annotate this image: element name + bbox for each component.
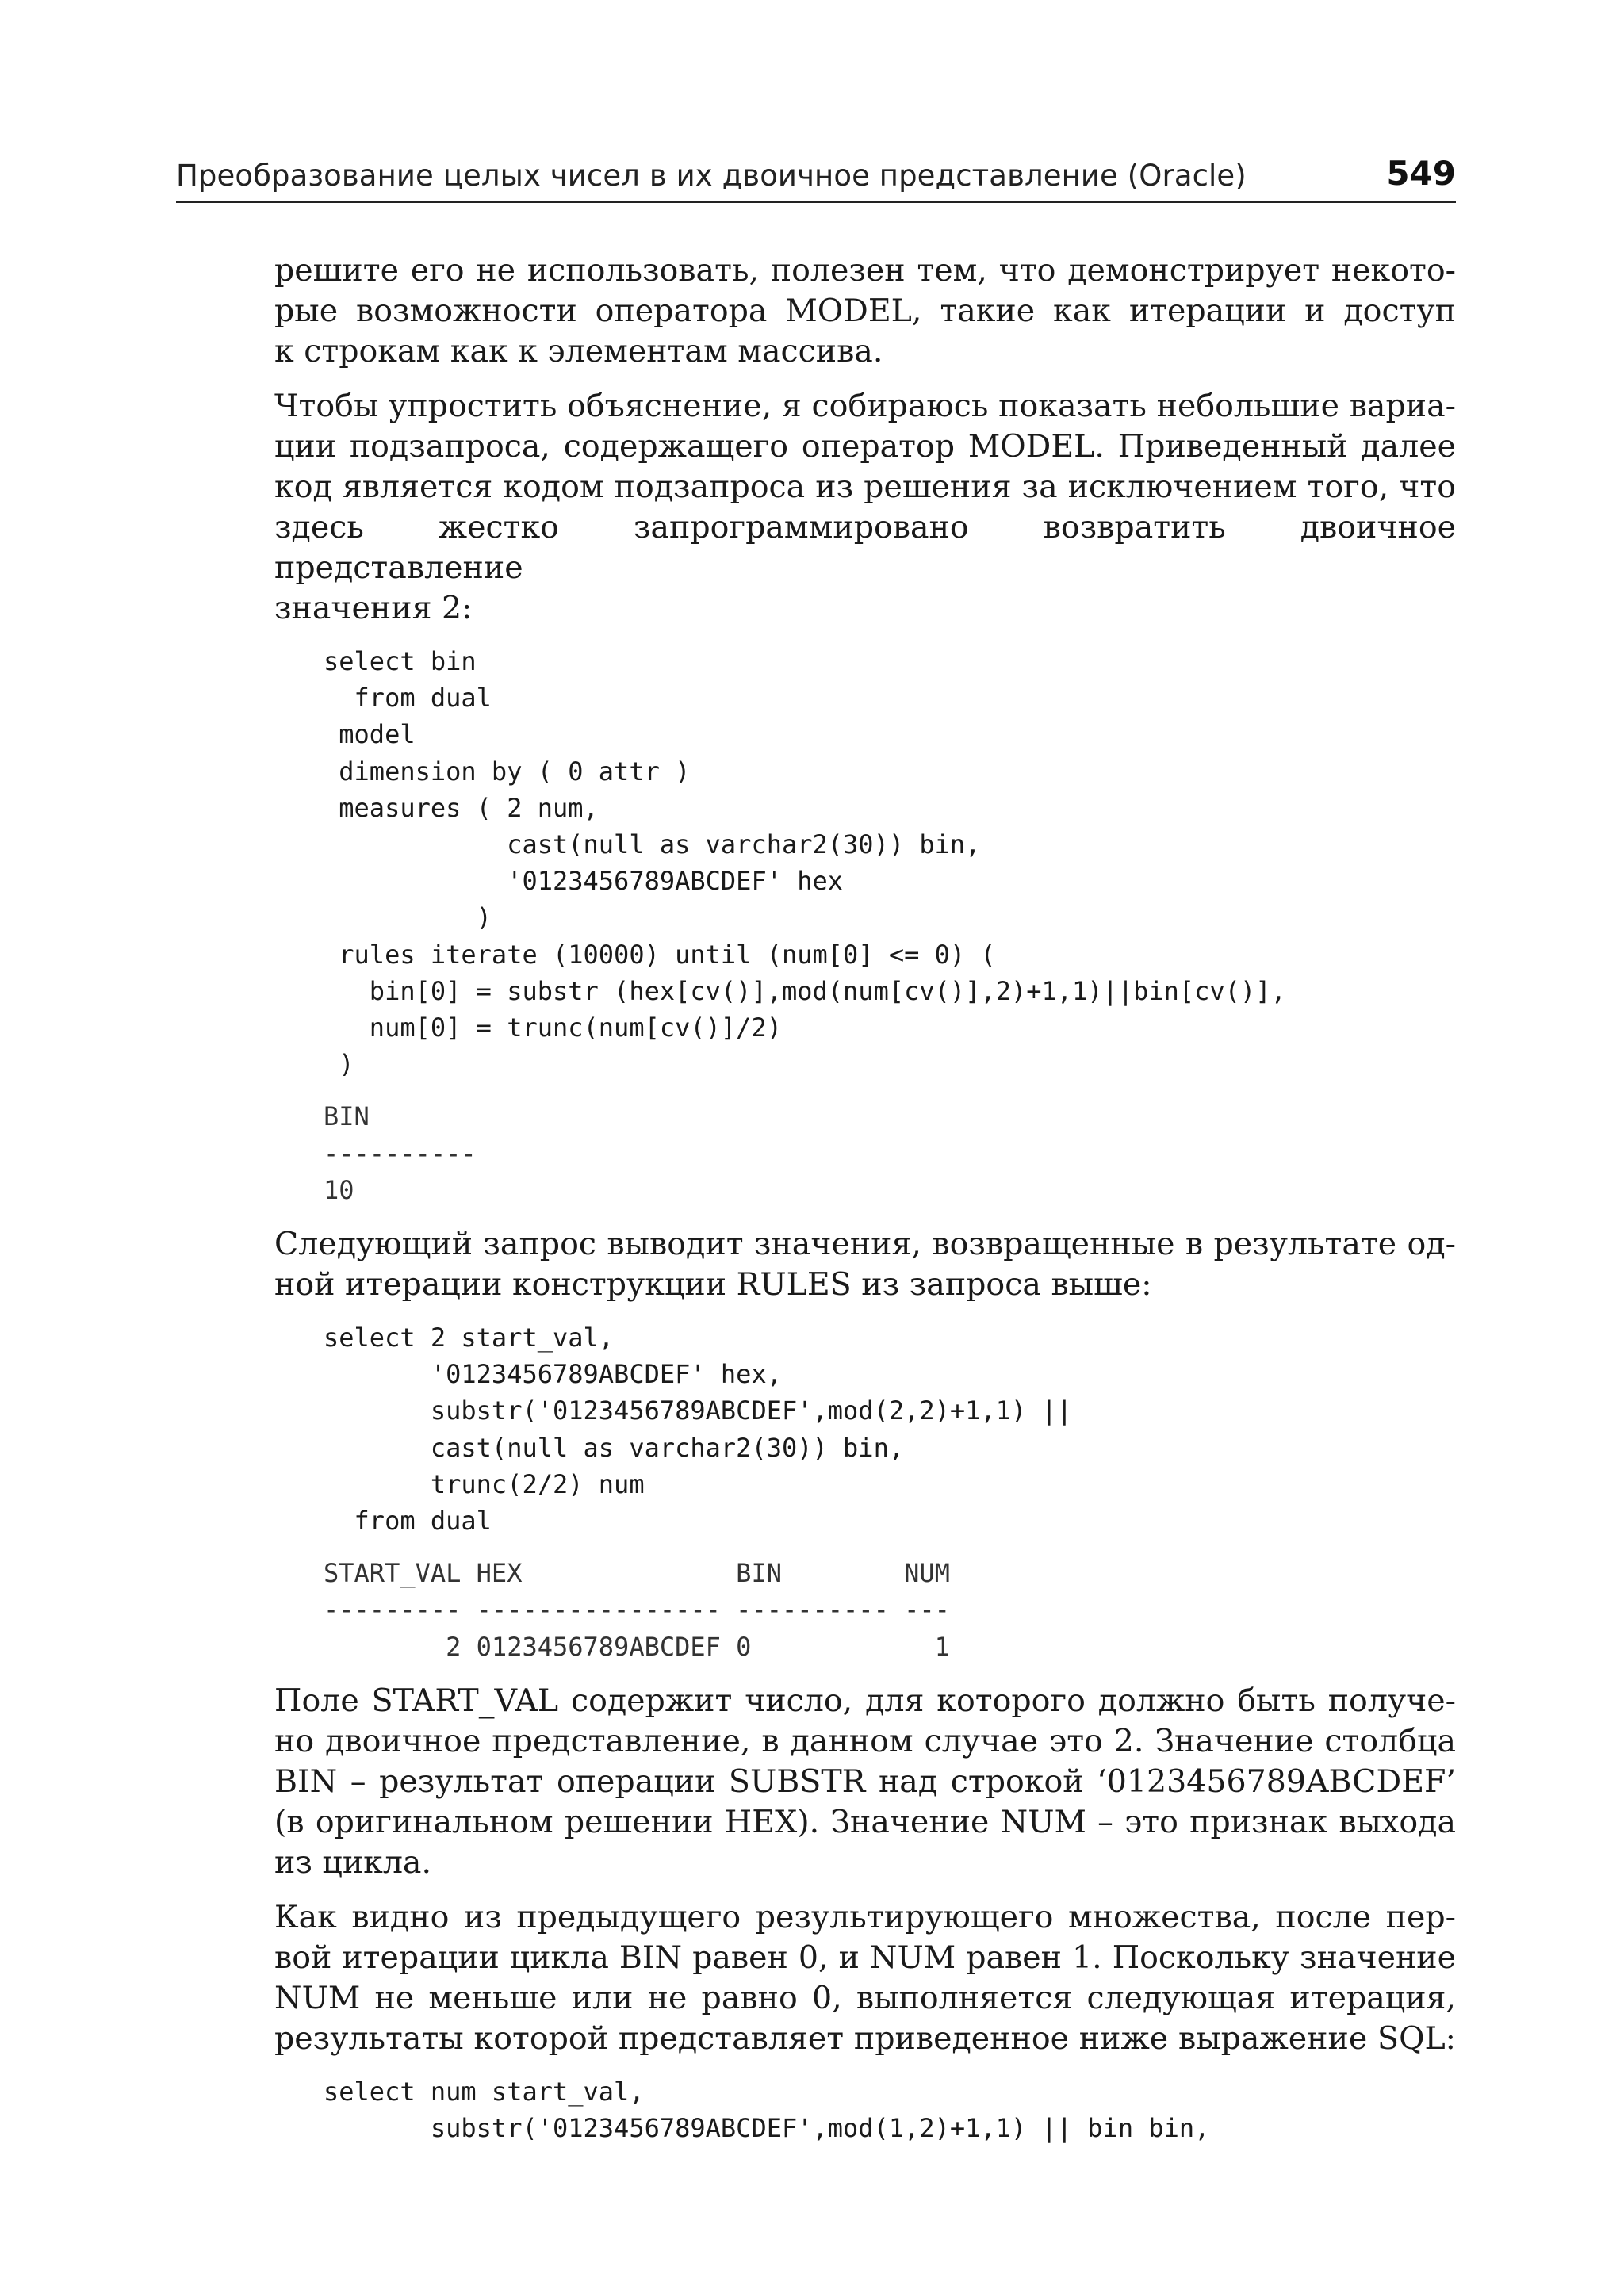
text-line: Поле START_VAL содержит число, для которого должно быть получе- xyxy=(274,1682,1456,1719)
paragraph-2 xyxy=(274,386,1456,629)
text-line: BIN – результат операции SUBSTR над строкой ‘0123456789ABCDEF’ xyxy=(274,1763,1456,1800)
query-output-iteration xyxy=(324,1555,1456,1665)
paragraph-5 xyxy=(274,1897,1456,2059)
code-line: substr('0123456789ABCDEF',mod(1,2)+1,1) || bin bin, xyxy=(324,2113,1210,2144)
code-line: ) xyxy=(324,902,492,933)
page-header xyxy=(176,143,1456,203)
code-line: cast(null as varchar2(30)) bin, xyxy=(324,829,981,860)
text-line: NUM не меньше или не равно 0, выполняется следующая итерация, xyxy=(274,1979,1456,2016)
code-line: '0123456789ABCDEF' hex, xyxy=(324,1359,782,1390)
code-line: bin[0] = substr (hex[cv()],mod(num[cv()],2)+1,1)||bin[cv()], xyxy=(324,975,1286,1006)
code-block-model-query xyxy=(324,643,1456,1082)
code-line: cast(null as varchar2(30)) bin, xyxy=(324,1432,905,1463)
text-line: решите его не использовать, полезен тем, что демонстрирует некото- xyxy=(274,252,1456,289)
text-line: Как видно из предыдущего результирующего множества, после пер- xyxy=(274,1898,1456,1935)
text-line: (в оригинальном решении HEX). Значение NUM – это признак выхода xyxy=(274,1803,1456,1840)
code-line: measures ( 2 num, xyxy=(324,792,599,823)
running-title: Преобразование целых чисел в их двоичное представление (Oracle) xyxy=(176,159,1247,193)
text-line: код является кодом подзапроса из решения за исключением того, что xyxy=(274,469,1456,505)
code-line: dimension by ( 0 attr ) xyxy=(324,756,691,787)
output-line: 10 xyxy=(324,1174,354,1205)
text-line: рые возможности оператора MODEL, такие как итерации и доступ xyxy=(274,293,1456,329)
page-number: 549 xyxy=(1386,154,1456,193)
code-line: select num start_val, xyxy=(324,2076,645,2107)
code-line: ) xyxy=(324,1049,354,1080)
code-line: num[0] = trunc(num[cv()]/2) xyxy=(324,1013,782,1043)
text-line: здесь жестко запрограммировано возвратить двоичное представление xyxy=(274,509,1456,586)
code-line: from dual xyxy=(324,683,492,714)
text-line: значения 2: xyxy=(274,590,473,626)
text-line: вой итерации цикла BIN равен 0, и NUM равен 1. Поскольку значение xyxy=(274,1939,1456,1976)
output-line: BIN xyxy=(324,1101,370,1132)
paragraph-1 xyxy=(274,251,1456,372)
code-line: '0123456789ABCDEF' hex xyxy=(324,866,844,897)
code-line: rules iterate (10000) until (num[0] <= 0) ( xyxy=(324,939,996,970)
paragraph-4 xyxy=(274,1681,1456,1883)
paragraph-3 xyxy=(274,1224,1456,1305)
text-line: из цикла. xyxy=(274,1843,432,1881)
code-line: model xyxy=(324,719,416,750)
code-line: from dual xyxy=(324,1506,492,1537)
code-block-next-iteration xyxy=(324,2073,1456,2146)
output-line: START_VAL HEX BIN NUM xyxy=(324,1558,950,1589)
output-line: 2 0123456789ABCDEF 0 1 xyxy=(324,1631,950,1662)
text-line: Следующий запрос выводит значения, возвращенные в результате од- xyxy=(274,1226,1456,1263)
code-line: substr('0123456789ABCDEF',mod(2,2)+1,1) || xyxy=(324,1395,1073,1426)
code-line: select 2 start_val, xyxy=(324,1323,615,1353)
output-line: --------- ---------------- ---------- --- xyxy=(324,1594,950,1625)
text-line: результаты которой представляет приведенное ниже выражение SQL: xyxy=(274,2019,1456,2057)
code-line: select bin xyxy=(324,646,477,676)
code-line: trunc(2/2) num xyxy=(324,1468,645,1499)
query-output-bin xyxy=(324,1098,1456,1208)
text-line: но двоичное представление, в данном случае это 2. Значение столбца xyxy=(274,1722,1456,1759)
code-block-single-iteration xyxy=(324,1319,1456,1539)
text-line: Чтобы упростить объяснение, я собираюсь показать небольшие вариа- xyxy=(274,388,1456,424)
output-line: ---------- xyxy=(324,1138,477,1169)
text-line: ной итерации конструкции RULES из запроса выше: xyxy=(274,1266,1152,1303)
text-line: ции подзапроса, содержащего оператор MODEL. Приведенный далее xyxy=(274,428,1456,465)
text-line: к строкам как к элементам массива. xyxy=(274,333,883,369)
page-content xyxy=(274,251,1456,2162)
